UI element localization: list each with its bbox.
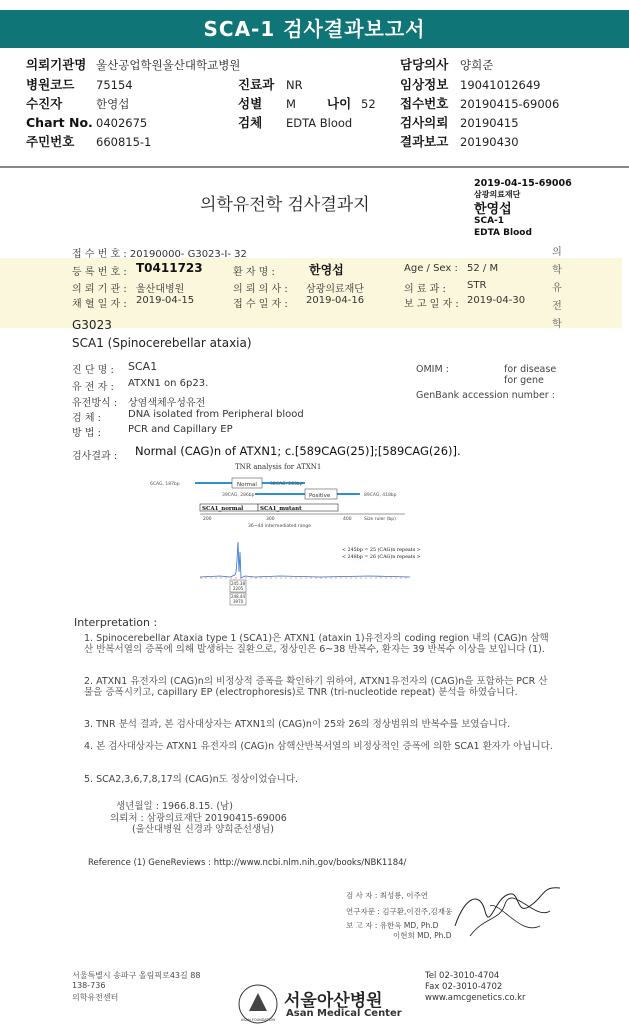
header-value: NR	[286, 78, 303, 92]
header-label: Chart No.	[26, 115, 93, 130]
header-value: EDTA Blood	[286, 116, 353, 130]
header-label: 결과보고	[400, 134, 449, 149]
label-6cag: 6CAG, 187bp	[150, 482, 180, 487]
header-value: 52	[361, 97, 376, 111]
detail-value: PCR and Capillary EP	[128, 424, 233, 435]
field-value: T0411723	[136, 261, 203, 275]
address-zip: 138-736	[72, 981, 106, 990]
header-value: M	[286, 97, 296, 111]
asan-foundation-logo	[237, 983, 279, 1025]
detail-label: 검 체 :	[72, 413, 102, 424]
field-label: 의 료 과 :	[404, 284, 446, 295]
tick-400: 400	[343, 517, 352, 522]
signer-tester: 검 사 자 : 최성룡, 이주연	[346, 891, 429, 900]
header-value: 20190430	[460, 135, 519, 149]
referrer-detail: (울산대병원 신경과 양희준선생님)	[132, 824, 274, 835]
logo-text: ASAN FOUNDATION	[241, 1018, 276, 1022]
tick-200: 200	[203, 517, 212, 522]
header-value: 19041012649	[460, 78, 541, 92]
detail-label: 방 법 :	[72, 428, 102, 439]
phone: Tel 02-3010-4704	[425, 971, 500, 981]
interpretation-item: 1. Spinocerebellar Ataxia type 1 (SCA1)은 ATXN1 (ataxin 1)유전자의 coding region 내의 (CAG)n 삼핵산 반복서열의 증폭에 의해 발생하는 질환으로, 정상인은 6~38 반복수, 환자는 39 반복수 이상을 보입니다 (1).	[84, 633, 549, 655]
header-value: 75154	[96, 78, 133, 92]
header-value: 울산공업학원울산대학교병원	[96, 58, 241, 72]
detail-value: ATXN1 on 6p23.	[128, 378, 209, 389]
tnr-figure	[140, 460, 480, 610]
result-label: 검사결과 :	[72, 451, 118, 462]
legend-245bp: < 245bp = 25 (CAG)n repeats >	[342, 548, 421, 553]
header-label: 병원코드	[26, 77, 75, 92]
detail-label: 유 전 자 :	[72, 382, 114, 393]
side-label: 의학유전학	[552, 247, 562, 330]
peak1-height: 2205	[233, 586, 244, 591]
positive-label: Positive	[309, 493, 331, 499]
sca-mutant-label: SCA1_mutant	[260, 506, 302, 512]
detail-label: 진 단 명 :	[72, 365, 114, 376]
header-label: 수진자	[26, 96, 63, 111]
header-label: 접수번호	[400, 96, 449, 111]
figure-title: TNR analysis for ATXN1	[235, 463, 322, 471]
referrer: 의뢰처 : 삼광의료재단 20190415-69006	[110, 813, 287, 824]
field-value: 울산대병원	[136, 284, 185, 295]
test-name: SCA1 (Spinocerebellar ataxia)	[72, 336, 252, 350]
omim-disease: for disease	[504, 364, 557, 375]
header-label: 검체	[238, 115, 263, 130]
stamp-name: 한영섭	[474, 202, 512, 217]
header-label: 의뢰기관명	[26, 57, 87, 72]
header-label: 임상정보	[400, 77, 449, 92]
header-label: 나이	[327, 96, 352, 111]
field-label: 등 록 번 호 :	[72, 267, 127, 278]
sca-normal-label: SCA1_normal	[202, 506, 244, 512]
hospital-name-en: Asan Medical Center	[286, 1008, 402, 1019]
address-center: 의학유전센터	[72, 993, 119, 1002]
field-label: 환 자 명 :	[233, 267, 275, 278]
header-value: 660815-1	[96, 135, 152, 149]
header-label: 진료과	[238, 77, 275, 92]
detail-label: 유전방식 :	[72, 398, 118, 409]
stamp-specimen: EDTA Blood	[474, 228, 532, 238]
header-value: 0402675	[96, 116, 148, 130]
omim-label: OMIM :	[416, 364, 449, 375]
accession-number: 접 수 번 호 : 20190000- G3023-I- 32	[72, 249, 247, 260]
detail-value: 상염색체우성유전	[128, 398, 206, 409]
fax: Fax 02-3010-4702	[425, 982, 503, 992]
website: www.amcgenetics.co.kr	[425, 993, 526, 1003]
interpretation-item: 4. 본 검사대상자는 ATXN1 유전자의 (CAG)n 삼핵산반복서열의 비정상적인 증폭에 의한 SCA1 환자가 아닙니다.	[84, 741, 553, 752]
detail-value: DNA isolated from Peripheral blood	[128, 409, 304, 420]
signature	[450, 876, 565, 946]
header-value: 20190415	[460, 116, 519, 130]
header-label: 담당의사	[400, 57, 449, 72]
label-89cag: 89CAG, 418bp	[364, 493, 397, 498]
field-value: 2019-04-15	[136, 295, 195, 306]
report-header	[0, 48, 629, 168]
size-ruler-label: Size ruler (bp)	[364, 517, 396, 522]
field-label: 보 고 일 자 :	[404, 299, 459, 310]
birth-date: 생년월일 : 1966.8.15. (남)	[116, 801, 233, 812]
legend-248bp: < 248bp = 26 (CAG)n repeats >	[342, 555, 421, 560]
page-title: SCA-1 검사결과보고서	[0, 10, 629, 48]
stamp-lab: 삼광의료재단	[474, 190, 521, 199]
test-code: G3023	[72, 318, 112, 332]
genbank-label: GenBank accession number :	[416, 390, 555, 401]
field-label: 채 혈 일 자 :	[72, 299, 127, 310]
field-value: 2019-04-30	[467, 295, 526, 306]
peak2-size: 248.44	[231, 594, 245, 599]
header-value: 한영섭	[96, 97, 130, 111]
omim-gene: for gene	[504, 375, 544, 386]
label-39cag: 39CAG, 286bp	[222, 493, 255, 498]
interpretation-title: Interpretation :	[74, 616, 158, 629]
header-label: 검사의뢰	[400, 115, 449, 130]
address-street: 서울특별시 송파구 올림픽로43길 88	[72, 971, 201, 980]
signer-reporter-2: 이현희 MD, Ph.D	[393, 931, 452, 940]
interpretation-item: 5. SCA2,3,6,7,8,17의 (CAG)n도 정상이었습니다.	[84, 774, 299, 785]
interpretation-item: 3. TNR 분석 결과, 본 검사대상자는 ATXN1의 (CAG)n이 25와 26의 정상범위의 반복수를 보였습니다.	[84, 719, 511, 730]
field-value: 한영섭	[309, 263, 344, 277]
field-value: 삼광의료재단	[306, 284, 364, 295]
peak1-size: 245.38	[231, 581, 245, 586]
hospital-name: 서울아산병원	[284, 991, 383, 1011]
header-value: 20190415-69006	[460, 97, 560, 111]
reference: Reference (1) GeneReviews : http://www.ncbi.nlm.nih.gov/books/NBK1184/	[88, 858, 407, 868]
field-label: Age / Sex :	[404, 263, 458, 274]
field-value: STR	[467, 280, 487, 291]
report-title: 의학유전학 검사결과지	[200, 195, 370, 215]
peak2-height: 3970	[233, 599, 244, 604]
field-label: 의 뢰 기 관 :	[72, 284, 127, 295]
detail-value: SCA1	[128, 360, 158, 373]
signer-advisor: 연구자문 : 김구환,이진주,김재웅	[346, 907, 453, 916]
result-value: Normal (CAG)n of ATXN1; c.[589CAG(25)];[589CAG(26)].	[135, 444, 461, 458]
signer-reporter: 보 고 자 : 유한욱 MD, Ph.D	[346, 921, 439, 930]
label-38cag: 38CAG, 283bp	[270, 482, 303, 487]
interpretation-item: 2. ATXN1 유전자의 (CAG)n의 비정상적 증폭을 확인하기 위하여, ATXN1유전자의 (CAG)n을 포함하는 PCR 산물을 증폭시키고, capillary EP (electrophoresis)로 TNR (tri-nucleotide repeat) 분석을 하였습니다.	[84, 676, 548, 698]
tick-300: 300	[266, 517, 275, 522]
intermediate-label: 36~44 intermediated range	[248, 524, 311, 529]
stamp-accession: 2019-04-15-69006	[474, 178, 572, 189]
normal-label: Normal	[237, 482, 257, 488]
header-label: 성별	[238, 96, 263, 111]
header-value: 양희준	[460, 58, 494, 72]
field-value: 52 / M	[467, 263, 499, 274]
field-label: 의 뢰 의 사 :	[233, 284, 288, 295]
field-label: 접 수 일 자 :	[233, 299, 288, 310]
field-value: 2019-04-16	[306, 295, 365, 306]
header-label: 주민번호	[26, 134, 75, 149]
stamp-test: SCA-1	[474, 216, 505, 226]
